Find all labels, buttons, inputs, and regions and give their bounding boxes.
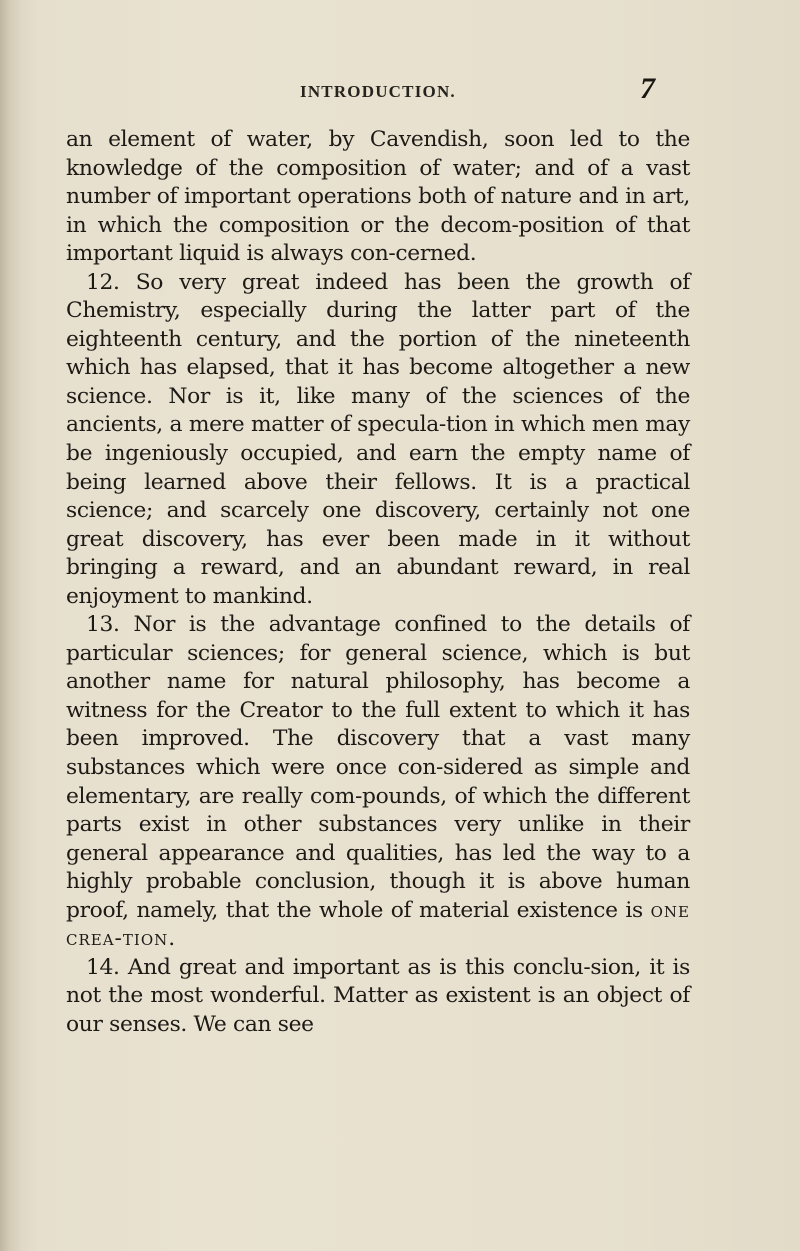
- running-head: INTRODUCTION.: [300, 82, 456, 101]
- page-number: 7: [640, 72, 655, 105]
- paragraph-13-text: 13. Nor is the advantage confined to the details of particular sciences; for general science, which is but another name for natural philosophy, has become a witness for the Creator to the full extent to which it has been improved. The discovery that a vast many substances which were once con-sidered as simple and elementary, are really com-pounds, of which the different parts exist in other substances very unlike in their general appearance and qualities, has led the way to a highly probable conclusion, though it is above human proof, namely, that the whole of material existence is: [66, 612, 690, 923]
- paragraph-continued: an element of water, by Cavendish, soon led to the knowledge of the composition of water; and of a vast number of important operations both of nature and in art, in which the composition or the decom-position of that important liquid is always con-cerned.: [66, 127, 690, 267]
- binding-shadow: [0, 0, 22, 1251]
- page-header: [0, 72, 800, 112]
- paragraph-13: [66, 611, 690, 954]
- paragraph-14: 14. And great and important as is this conclu-sion, it is not the most wonderful. Matter as existent is an object of our senses. We can see: [66, 954, 690, 1037]
- paragraph-13-emphasis: one crea-tion.: [66, 897, 690, 952]
- body-text: [66, 126, 690, 1040]
- paragraph-12: 12. So very great indeed has been the growth of Chemistry, especially during the latter part of the eighteenth century, and the portion of the nineteenth which has elapsed, that it has become altogether a new science. Nor is it, like many of the sciences of the ancients, a mere matter of specula-tion in which men may be ingeniously occupied, and earn the empty name of being learned above their fellows. It is a practical science; and scarcely one discovery, certainly not one great discovery, has ever been made in it without bringing a reward, and an abundant reward, in real enjoyment to mankind.: [66, 269, 690, 609]
